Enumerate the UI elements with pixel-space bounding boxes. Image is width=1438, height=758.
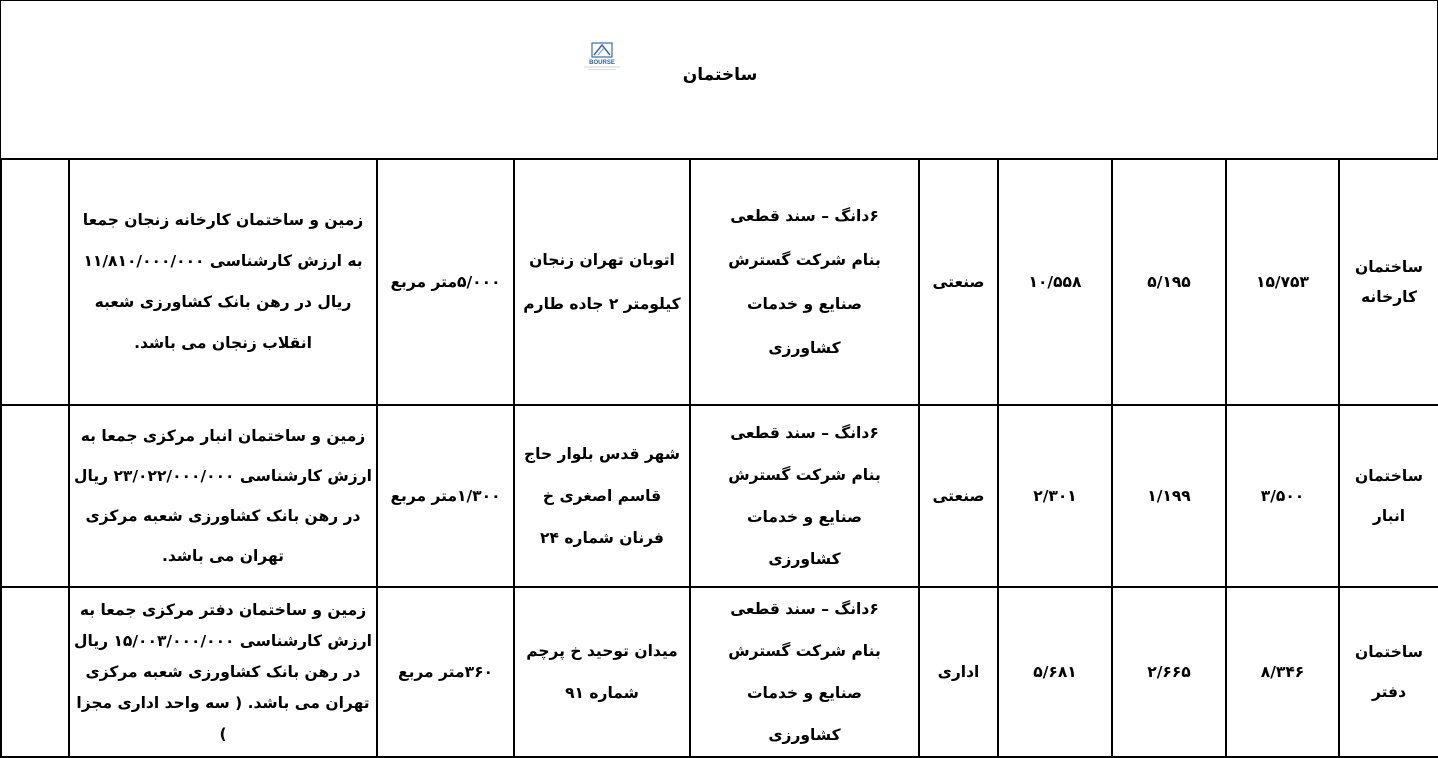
ownership-cell: ۶دانگ – سند قطعی بنام شرکت گسترش صنایع و خدمات کشاورزی [690,159,919,405]
address-cell: میدان توحید خ پرچم شماره ۹۱ [514,587,690,757]
value-cell-3: ۲/۳۰۱ [998,405,1112,587]
usage-cell: اداری [919,587,998,757]
empty-cell [1,405,69,587]
row-name: ساختمان دفتر [1339,587,1438,757]
empty-cell [1,159,69,405]
usage-cell: صنعتی [919,405,998,587]
description-cell: زمین و ساختمان انبار مرکزی جمعا به ارزش کارشناسی ۲۳/۰۲۲/۰۰۰/۰۰۰ ریال در رهن بانک کشاورزی شعبه مرکزی تهران می باشد. [69,405,377,587]
property-table [0,158,1438,758]
empty-cell [1,587,69,757]
area-cell: ۵/۰۰۰متر مربع [377,159,514,405]
table-row [1,159,1438,405]
description-cell: زمین و ساختمان دفتر مرکزی جمعا به ارزش کارشناسی ۱۵/۰۰۳/۰۰۰/۰۰۰ ریال در رهن بانک کشاورزی شعبه مرکزی تهران می باشد. ( سه واحد اداری مجزا ) [69,587,377,757]
value-cell-3: ۵/۶۸۱ [998,587,1112,757]
description-cell: زمین و ساختمان کارخانه زنجان جمعا به ارزش کارشناسی ۱۱/۸۱۰/۰۰۰/۰۰۰ ریال در رهن بانک کشاورزی شعبه انقلاب زنجان می باشد. [69,159,377,405]
table-row [1,587,1438,757]
area-cell: ۱/۳۰۰متر مربع [377,405,514,587]
value-cell-1: ۳/۵۰۰ [1226,405,1339,587]
value-cell-3: ۱۰/۵۵۸ [998,159,1112,405]
row-name: ساختمان انبار [1339,405,1438,587]
area-cell: ۳۶۰متر مربع [377,587,514,757]
address-cell: اتوبان تهران زنجان کیلومتر ۲ جاده طارم [514,159,690,405]
page-title: ساختمان [682,65,758,85]
table-header-cell [0,0,1438,158]
ownership-cell: ۶دانگ – سند قطعی بنام شرکت گسترش صنایع و خدمات کشاورزی [690,405,919,587]
value-cell-2: ۲/۶۶۵ [1112,587,1226,757]
logo-text: BOURSE [589,60,615,66]
value-cell-1: ۸/۳۴۶ [1226,587,1339,757]
table-row [1,405,1438,587]
ownership-cell: ۶دانگ – سند قطعی بنام شرکت گسترش صنایع و خدمات کشاورزی [690,587,919,757]
value-cell-2: ۵/۱۹۵ [1112,159,1226,405]
row-name: ساختمان کارخانه [1339,159,1438,405]
usage-cell: صنعتی [919,159,998,405]
value-cell-2: ۱/۱۹۹ [1112,405,1226,587]
value-cell-1: ۱۵/۷۵۳ [1226,159,1339,405]
address-cell: شهر قدس بلوار حاج قاسم اصغری خ فرنان شماره ۲۴ [514,405,690,587]
